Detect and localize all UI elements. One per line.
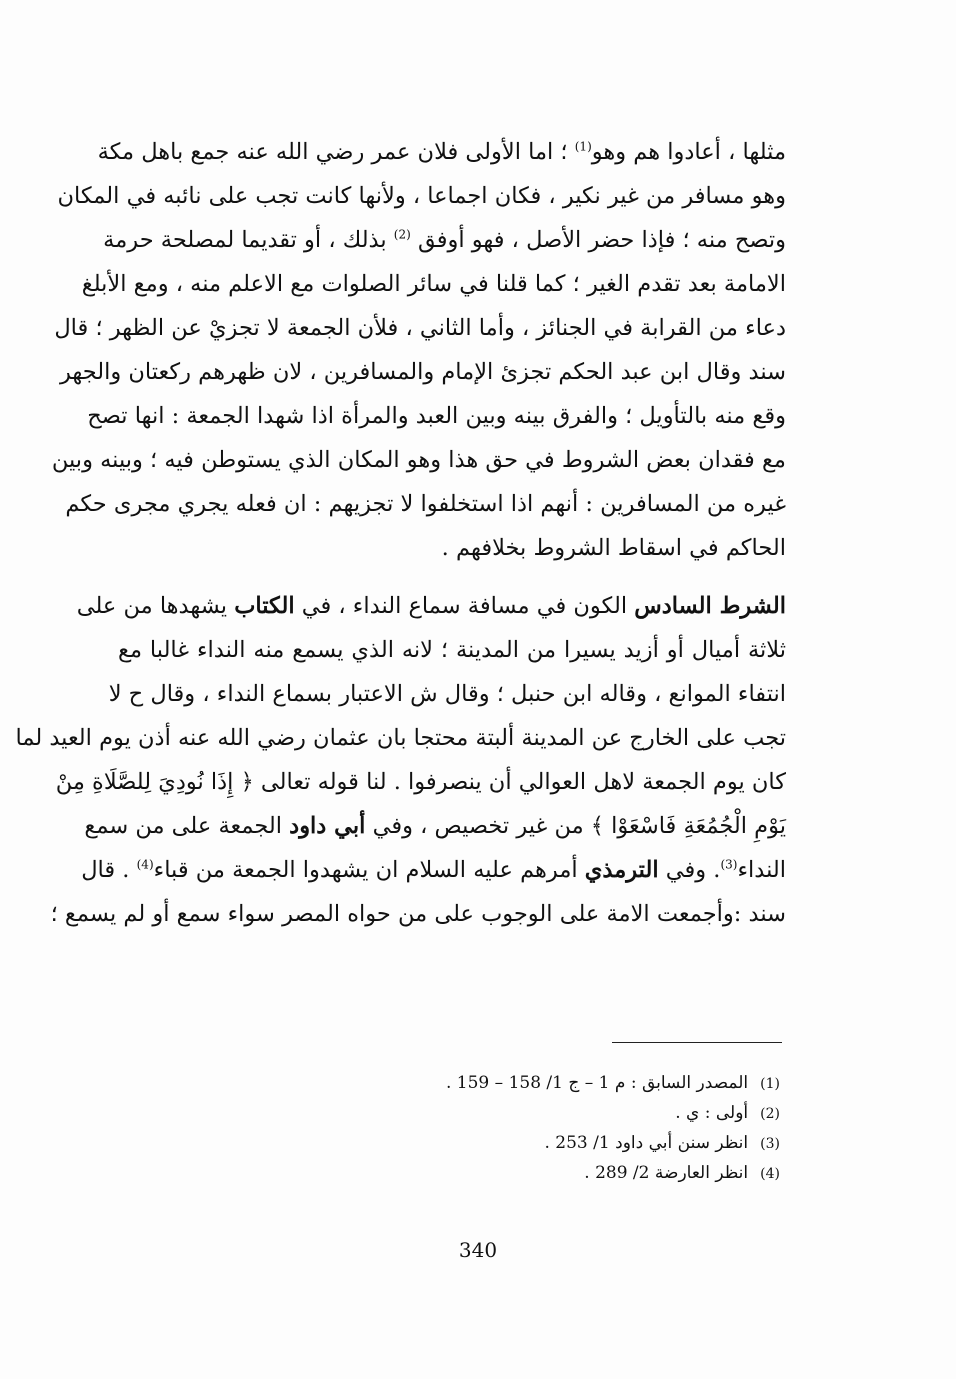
footnote-ref: (2): [393, 227, 411, 242]
footnote-separator: [612, 1042, 782, 1043]
footnote-text: المصدر السابق : م 1 – ج 1/ 158 – 159 .: [445, 1073, 749, 1093]
text-span: مثلها ، أعادوا هم وهو: [591, 139, 786, 165]
footnote-number: (1): [760, 1076, 780, 1092]
text-span: وتصح منه ؛ فإذا حضر الأصل ، فهو أوفق: [417, 227, 786, 253]
text-span: ؛ اما الأولى فلان عمر رضي الله عنه جمع باهل مكة: [97, 139, 575, 165]
text-line: [81, 848, 786, 892]
source-name: الترمذي: [584, 857, 659, 883]
footnote-number: (4): [760, 1166, 780, 1182]
text-span: يشهدها من على: [76, 593, 235, 619]
footnotes: [300, 1068, 780, 1188]
footnote-text: انظر العارضة 2/ 289 .: [584, 1163, 749, 1183]
footnote: [300, 1128, 780, 1158]
text-line: كان يوم الجمعة لاهل العوالي أن ينصرفوا . لنا قوله تعالى ﴿ إِذَا نُودِيَ لِلصَّلَاةِ مِنْ: [55, 769, 786, 795]
footnote-ref: (1): [574, 139, 592, 154]
footnote-number: (2): [760, 1106, 780, 1122]
text-line: الامامة بعد تقدم الغير ؛ كما قلنا في سائر الصلوات مع الاعلم منه ، ومع الأبلغ: [81, 271, 786, 297]
footnote-ref: (3): [720, 857, 738, 872]
text-line: غيره من المسافرين : أنهم اذا استخلفوا لا تجزيهم : ان فعله يجري مجرى حكم: [65, 491, 786, 517]
text-line: وهو مسافر من غير نكير ، فكان اجماعا ، ولأنها كانت تجب على نائبه في المكان: [57, 183, 786, 209]
text-line: [84, 804, 786, 848]
text-line: الحاكم في اسقاط الشروط بخلافهم .: [441, 535, 786, 561]
text-span: أمرهم عليه السلام ان يشهدوا الجمعة من قباء: [153, 857, 585, 883]
text-line: سند :وأجمعت الامة على الوجوب على من حواه المصر سواء سمع أو لم يسمع ؛: [50, 901, 786, 927]
footnote-number: (3): [760, 1136, 780, 1152]
text-span: . وفي: [658, 857, 721, 883]
text-span: بذلك ، أو تقديما لمصلحة حرمة: [103, 227, 394, 253]
footnote-ref: (4): [136, 857, 154, 872]
text-line: مع فقدان بعض الشروط في حق هذا وهو المكان الذي يستوطن فيه ؛ وبينه وبين: [51, 447, 786, 473]
text-line: ثلاثة أميال أو أزيد يسيرا من المدينة ؛ لانه الذي يسمع منه النداء غالبا مع: [118, 637, 786, 663]
page-number: 340: [458, 1238, 498, 1262]
source-name: أبي داود: [289, 813, 366, 839]
text-line: [103, 218, 786, 262]
text-span: . قال: [81, 857, 137, 883]
footnote-text: أولى : ي .: [675, 1103, 749, 1123]
text-line: تجب على الخارج عن المدينة ألبتة محتجا بان عثمان رضي الله عنه أذن يوم العيد لما: [15, 725, 786, 751]
text-line: انتفاء الموانع ، وقاله ابن حنبل ؛ وقال ش الاعتبار بسماع النداء ، وقال ح لا: [108, 681, 786, 707]
text-span: الجمعة على من سمع: [84, 813, 290, 839]
paragraph-2: [15, 584, 786, 936]
text-line: [97, 130, 786, 174]
footnote-text: انظر سنن أبي داود 1/ 253 .: [544, 1133, 749, 1153]
footnote: [300, 1098, 780, 1128]
paragraph-1: [51, 130, 786, 570]
footnote: [300, 1158, 780, 1188]
source-name: الكتاب: [234, 593, 295, 619]
text-line: دعاء من القرابة في الجنائز ، وأما الثاني ، فلأن الجمعة لا تجزيْ عن الظهر ؛ قال: [54, 315, 786, 341]
footnote: [300, 1068, 780, 1098]
text-span: يَوْمِ الْجُمُعَةِ فَاسْعَوْا ﴾ من غير تخصيص ، وفي: [365, 813, 786, 839]
text-line: وقع منه بالتأويل ؛ والفرق بينه وبين العبد والمرأة اذا شهدا الجمعة : انها تصح: [87, 403, 786, 429]
section-heading: الشرط السادس: [634, 593, 786, 619]
text-span: النداء: [737, 857, 786, 883]
text-line: [76, 584, 786, 628]
text-line: سند وقال ابن عبد الحكم تجزئ الإمام والمسافرين ، لان ظهرهم ركعتان والجهر: [59, 359, 786, 385]
text-span: الكون في مسافة سماع النداء ، في: [294, 593, 635, 619]
